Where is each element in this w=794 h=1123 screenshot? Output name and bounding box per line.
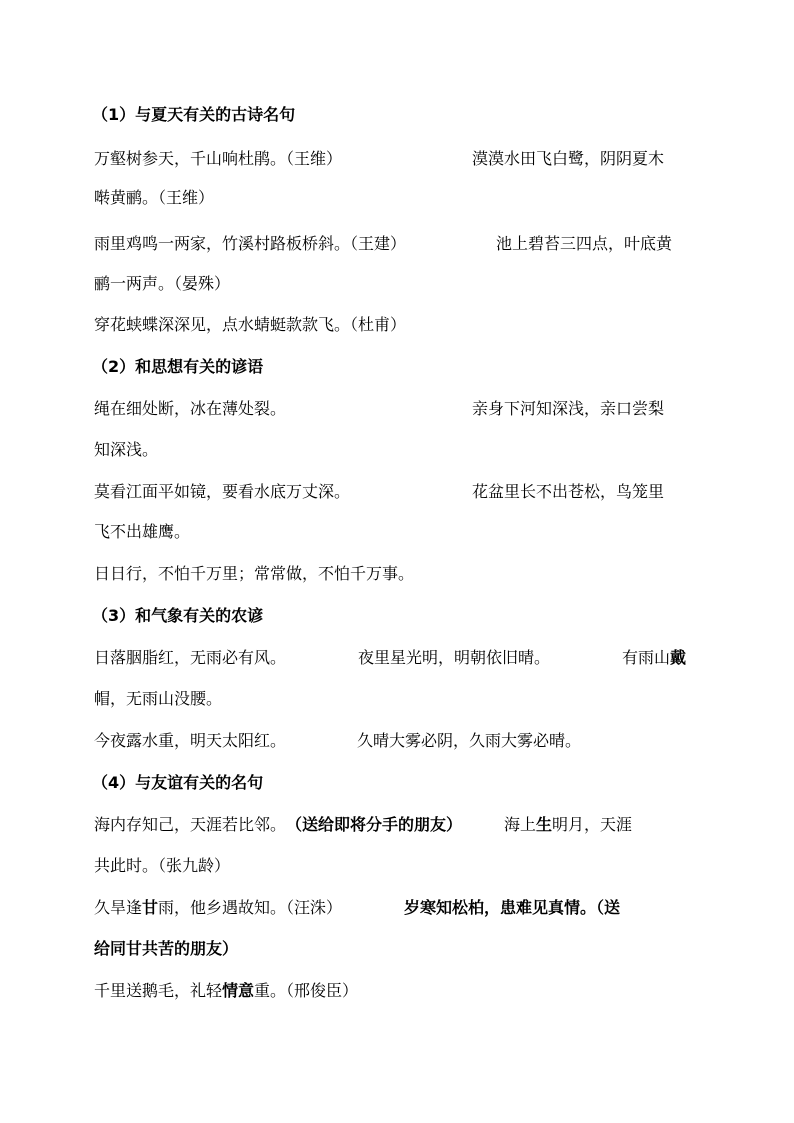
text-line: 飞不出雄鹰。	[94, 522, 191, 541]
text-line: 日日行，不怕千万里；常常做，不怕千万事。	[94, 564, 415, 583]
text-line: 久旱逢甘雨，他乡遇故知。（汪洙） 岁寒知松柏，患难见真情。（送	[94, 898, 621, 917]
text-line: 穿花蛱蝶深深见，点水蜻蜓款款飞。（杜甫）	[94, 315, 407, 334]
section-heading-friendship: （4）与友谊有关的名句	[92, 773, 264, 792]
text-line: 日落胭脂红，无雨必有风。 夜里星光明，明朝依旧晴。 有雨山戴	[94, 648, 687, 667]
section-heading-weather: （3）和气象有关的农谚	[92, 606, 264, 625]
text-line: 共此时。（张九龄）	[94, 856, 231, 875]
text-line: 海内存知己，天涯若比邻。（送给即将分手的朋友） 海上生明月，天涯	[94, 815, 633, 834]
text-line: 绳在细处断，冰在薄处裂。 亲身下河知深浅，亲口尝梨	[94, 399, 665, 418]
text-line: 给同甘共苦的朋友）	[94, 939, 239, 958]
text-line: 雨里鸡鸣一两家，竹溪村路板桥斜。（王建） 池上碧苔三四点，叶底黄	[94, 234, 673, 253]
section-heading-proverbs: （2）和思想有关的谚语	[92, 357, 264, 376]
text-line: 鹂一两声。（晏殊）	[94, 274, 231, 293]
text-line: 今夜露水重，明天太阳红。 久晴大雾必阴，久雨大雾必晴。	[94, 731, 582, 750]
text-line: 莫看江面平如镜，要看水底万丈深。 花盆里长不出苍松，鸟笼里	[94, 482, 665, 501]
text-line: 啭黄鹂。（王维）	[94, 188, 215, 207]
text-line: 千里送鹅毛，礼轻情意重。（邢俊臣）	[94, 981, 359, 1000]
text-line: 帽，无雨山没腰。	[94, 689, 223, 708]
text-line: 知深浅。	[94, 440, 159, 459]
section-heading-summer: （1）与夏天有关的古诗名句	[92, 105, 296, 124]
text-line: 万壑树参天，千山响杜鹃。（王维） 漠漠水田飞白鹭，阴阴夏木	[94, 149, 665, 168]
